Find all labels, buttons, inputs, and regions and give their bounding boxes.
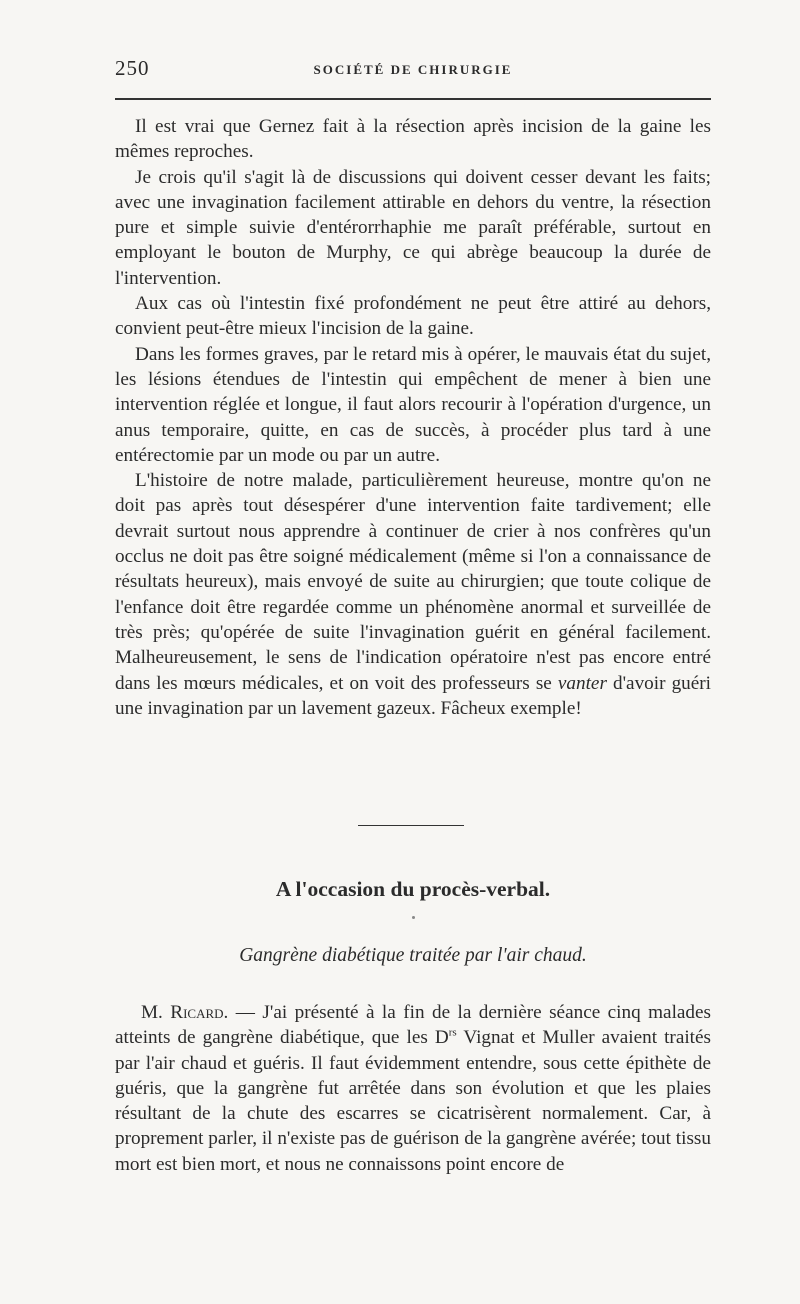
paragraph: Il est vrai que Gernez fait à la résection après incision de la gaine les mêmes reproches. [115,116,711,163]
paragraph-text: Vignat et Muller avaient traités par l'air chaud et guéris. Il faut évidemment entendre, sous cette épithète de guéris, que la gangrène fut arrêtée dans son évolution et que les plaies résultant de la chute des escarres se cicatrisèrent normalement. Car, à proprement parler, il n'existe pas de guérison de la gangrène avérée; tout tissu mort est bien mort, et nous ne connaissons point encore de [115,1027,711,1175]
section-separator [358,825,464,826]
paragraph: Dans les formes graves, par le retard mis à opérer, le mauvais état du sujet, les lésions étendues de l'intestin qui empêchent de mener à bien une intervention réglée et longue, il faut alors recourir à l'opération d'urgence, un anus temporaire, quitte, en cas de succès, à procéder plus tard à une entérectomie par un mode ou par un autre. [115,343,711,466]
superscript: rs [448,1026,457,1039]
paragraph [115,468,711,721]
main-text [115,114,711,721]
paragraph-text: L'histoire de notre malade, particulièrement heureuse, montre qu'on ne doit pas après tout désespérer d'une intervention faite tardivement; elle devrait surtout nous apprendre à continuer de crier à nos confrères qu'un occlus ne doit pas être soigné médicalement (même si l'on a connaissance de résultats heureux), mais envoyé de suite au chirurgien; que toute colique de l'enfance doit être regardée comme un phénomène anormal et surveillée de très près; qu'opérée de suite l'invagination guérit en général facilement. Malheureusement, le sens de l'indication opératoire n'est pas encore entré dans les mœurs médicales, et on voit des professeurs se [115,470,711,694]
paragraph: Je crois qu'il s'agit là de discussions qui doivent cesser devant les faits; avec une invagination facilement attirable en dehors du ventre, la résection pure et simple suivie d'entérorrhaphie me paraît préférable, surtout en employant le bouton de Murphy, ce qui abrège beaucoup la durée de l'intervention. [115,166,711,289]
paragraph-text: d'avoir guéri une invagination par un lavement gazeux. Fâcheux exemple! [115,672,711,719]
header-rule [115,98,711,100]
paragraph [115,1000,711,1177]
speaker-prefix: M. [141,1002,171,1023]
paragraph-text: . — J'ai présenté à la fin de la dernière séance cinq malades atteints de gangrène diabétique, que les D [115,1002,711,1049]
page-number: 250 [115,56,150,80]
section-subtitle: Gangrène diabétique traitée par l'air chaud. [239,945,587,966]
ricard-text [115,1000,711,1177]
section-title: A l'occasion du procès-verbal. [275,877,551,901]
running-title: SOCIÉTÉ DE CHIRURGIE [313,62,513,77]
speaker-name: Ricard [170,1002,224,1023]
paragraph: Aux cas où l'intestin fixé profondément ne peut être attiré au dehors, convient peut-être mieux l'incision de la gaine. [115,293,711,340]
print-dot [412,916,415,919]
page-header [115,56,711,86]
emphasis-text: vanter [557,672,607,694]
